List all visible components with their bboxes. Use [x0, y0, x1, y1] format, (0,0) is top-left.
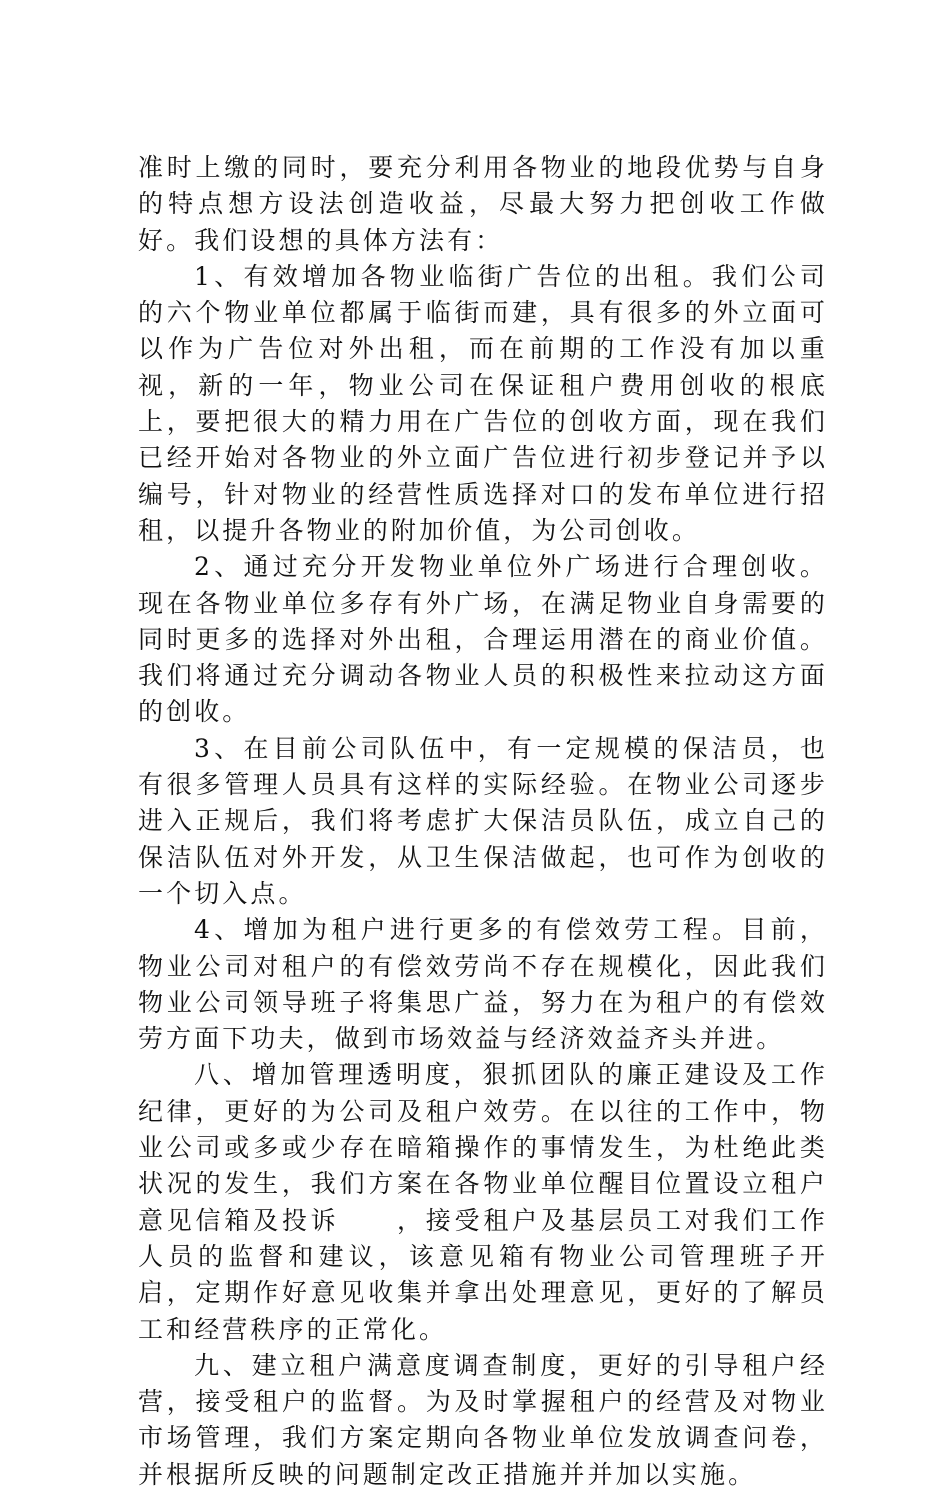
paragraph-item-2: 2、通过充分开发物业单位外广场进行合理创收。现在各物业单位多存有外广场，在满足物业自身需要的同时更多的选择对外出租，合理运用潜在的商业价值。我们将通过充分调动各物业人员的积极性来拉动这方面的创收。 [138, 552, 828, 727]
paragraph-item-3: 3、在目前公司队伍中，有一定规模的保洁员，也有很多管理人员具有这样的实际经验。在物业公司逐步进入正规后，我们将考虑扩大保洁员队伍，成立自己的保洁队伍对外开发，从卫生保洁做起，也可作为创收的一个切入点。 [138, 733, 828, 908]
paragraph-item-1: 1、有效增加各物业临街广告位的出租。我们公司的六个物业单位都属于临街而建，具有很多的外立面可以作为广告位对外出租，而在前期的工作没有加以重视，新的一年，物业公司在保证租户费用创收的根底上，要把很大的精力用在广告位的创收方面，现在我们已经开始对各物业的外立面广告位进行初步登记并予以编号，针对物业的经营性质选择对口的发布单位进行招租，以提升各物业的附加价值，为公司创收。 [138, 261, 828, 545]
document-body [138, 150, 828, 1493]
paragraph-intro: 准时上缴的同时，要充分利用各物业的地段优势与自身的特点想方设法创造收益，尽最大努力把创收工作做好。我们设想的具体方法有： [138, 153, 828, 255]
paragraph-section-9: 九、建立租户满意度调查制度，更好的引导租户经营，接受租户的监督。为及时掌握租户的经营及对物业市场管理，我们方案定期向各物业单位发放调查问卷，并根据所反映的问题制定改正措施并并加以实施。 [138, 1350, 828, 1489]
paragraph-item-4: 4、增加为租户进行更多的有偿效劳工程。目前，物业公司对租户的有偿效劳尚不存在规模化，因此我们物业公司领导班子将集思广益，努力在为租户的有偿效劳方面下功夫，做到市场效益与经济效益齐头并进。 [138, 915, 828, 1054]
paragraph-section-8: 八、增加管理透明度，狠抓团队的廉正建设及工作纪律，更好的为公司及租户效劳。在以往的工作中，物业公司或多或少存在暗箱操作的事情发生，为杜绝此类状况的发生，我们方案在各物业单位醒目位置设立租户意见信箱及投诉 ，接受租户及基层员工对我们工作人员的监督和建议，该意见箱有物业公司管理班子开启，定期作好意见收集并拿出处理意见，更好的了解员工和经营秩序的正常化。 [138, 1060, 828, 1344]
